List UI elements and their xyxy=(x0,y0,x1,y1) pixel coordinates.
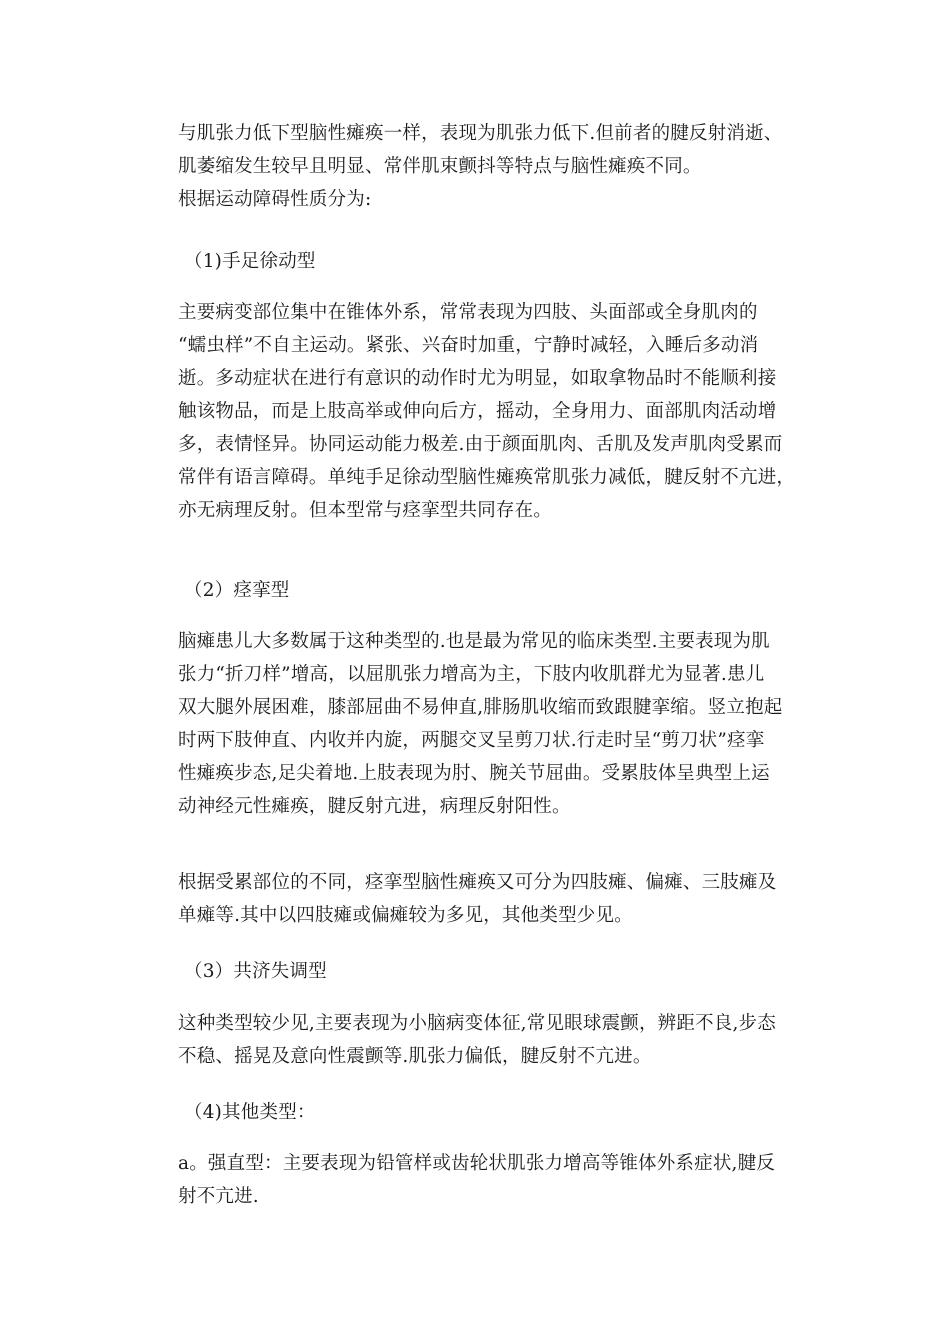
text-line: 单瘫等.其中以四肢瘫或偏瘫较为多见，其他类型少见。 xyxy=(178,905,633,926)
text-line: 不稳、摇晃及意向性震颤等.肌张力偏低，腱反射不亢进。 xyxy=(178,1046,652,1067)
text-line: 双大腿外展困难，膝部屈曲不易伸直,腓肠肌收缩而致跟腱挛缩。竖立抱起 xyxy=(178,697,783,718)
section-heading-type-1 xyxy=(178,245,818,278)
section-heading: （3）共济失调型 xyxy=(184,961,327,982)
text-line: 主要病变部位集中在锥体外系，常常表现为四肢、头面部或全身肌肉的 xyxy=(178,302,758,323)
section-heading-type-4 xyxy=(178,1096,818,1129)
section-heading: （4)其他类型： xyxy=(184,1102,316,1123)
section-heading-type-2 xyxy=(178,574,818,607)
text-line: 多，表情怪异。协同运动能力极差.由于颜面肌肉、舌肌及发声肌肉受累而 xyxy=(178,434,783,455)
text-line: a。强直型：主要表现为铅管样或齿轮状肌张力增高等锥体外系症状,腱反 xyxy=(178,1153,776,1174)
text-line: 时两下肢伸直、内收并内旋，两腿交叉呈剪刀状.行走时呈“剪刀状”痉挛 xyxy=(178,730,765,751)
text-line: 常伴有语言障碍。单纯手足徐动型脑性瘫痪常肌张力减低，腱反射不亢进， xyxy=(178,467,796,488)
section-heading: （1)手足徐动型 xyxy=(184,251,316,272)
text-line: 动神经元性瘫痪，腱反射亢进，病理反射阳性。 xyxy=(178,796,571,817)
text-line: 这种类型较少见,主要表现为小脑病变体征,常见眼球震颤，辨距不良,步态 xyxy=(178,1013,776,1034)
paragraph-type-2-subtypes xyxy=(178,866,818,932)
text-line: 亦无病理反射。但本型常与痉挛型共同存在。 xyxy=(178,500,553,521)
section-heading: （2）痉挛型 xyxy=(184,580,290,601)
section-heading-type-3 xyxy=(178,955,818,988)
paragraph-type-1 xyxy=(178,296,818,527)
text-line: 根据受累部位的不同，痉挛型脑性瘫痪又可分为四肢瘫、偏瘫、三肢瘫及 xyxy=(178,872,777,893)
paragraph-continuation xyxy=(178,117,818,216)
text-line: 肌萎缩发生较早且明显、常伴肌束颤抖等特点与脑性瘫痪不同。 xyxy=(178,156,702,177)
text-line: 逝。多动症状在进行有意识的动作时尤为明显，如取拿物品时不能顺利接 xyxy=(178,368,777,389)
text-line: 张力“折刀样”增高，以屈肌张力增高为主，下肢内收肌群尤为显著.患儿 xyxy=(178,664,765,685)
text-line: 触该物品，而是上肢高举或伸向后方，摇动，全身用力、面部肌肉活动增 xyxy=(178,401,777,422)
text-line: 根据运动障碍性质分为: xyxy=(178,189,372,210)
text-line: “蠕虫样”不自主运动。紧张、兴奋时加重，宁静时减轻，入睡后多动消 xyxy=(178,335,759,356)
text-line: 性瘫痪步态,足尖着地.上肢表现为肘、腕关节屈曲。受累肢体呈典型上运 xyxy=(178,763,770,784)
text-line: 射不亢进. xyxy=(178,1186,259,1207)
paragraph-type-3 xyxy=(178,1007,818,1073)
paragraph-type-2 xyxy=(178,625,818,823)
text-line: 脑瘫患儿大多数属于这种类型的.也是最为常见的临床类型.主要表现为肌 xyxy=(178,631,770,652)
paragraph-type-4a xyxy=(178,1147,818,1213)
text-line: 与肌张力低下型脑性瘫痪一样，表现为肌张力低下.但前者的腱反射消逝、 xyxy=(178,123,783,144)
